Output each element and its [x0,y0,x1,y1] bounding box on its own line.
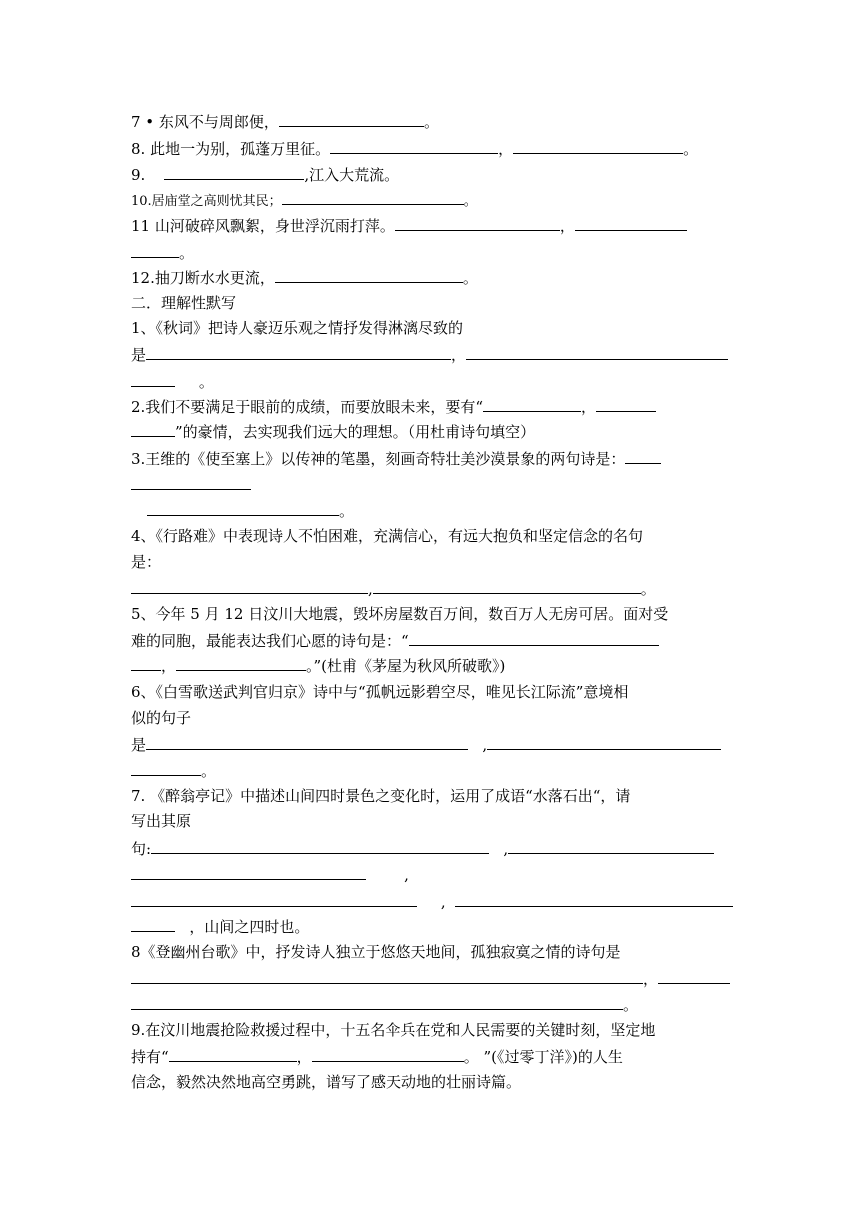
item4-blank-1[interactable] [131,578,368,594]
item6-blank-1[interactable] [146,734,468,750]
item6-blank-2b[interactable] [131,760,201,776]
q8-blank-2[interactable] [513,138,683,154]
item6-answer-cont: 。 [131,760,216,781]
item4-answer-line: , 。 [131,578,656,599]
item7-blank-2a[interactable] [508,838,714,854]
item1-blank-2b[interactable] [131,371,175,387]
q11-blank-2a[interactable] [575,215,687,231]
item7-blank-1[interactable] [151,838,489,854]
item5-blank-2[interactable] [176,655,306,671]
item2-blank-1[interactable] [483,396,581,412]
q10-blank[interactable] [282,191,464,205]
q12-blank[interactable] [275,267,463,283]
item8-answer-line: ， [131,968,730,989]
q12-text: 12.抽刀断水水更流， [131,269,275,287]
item3-line-cont2: 。 [147,500,354,521]
q9-blank[interactable] [164,164,304,180]
item8-answer-cont: 。 [131,994,638,1015]
item4-prompt: 4、《行路难》中表现诗人不怕困难，充满信心，有远大抱负和坚定信念的名句 [131,527,644,545]
item5-blank-1b[interactable] [131,655,161,671]
item6-answer-line: 是 , [131,734,721,755]
item1-blank-1[interactable] [146,344,451,360]
item4-blank-2[interactable] [373,578,641,594]
item1-answer-line: 是 ， [131,344,728,365]
q7-line: 7 • 东风不与周郎便， 。 [131,113,439,131]
item6-prompt-cont: 似的句子 [131,709,192,727]
q9-number: 9. [131,166,146,184]
item9-blank-2[interactable] [312,1046,464,1062]
item3-line: 3.王维的《使至塞上》以传神的笔墨，刻画奇特壮美沙漠景象的两句诗是： [131,448,661,469]
item7-blank-4a[interactable] [455,891,733,907]
q8-line: 8. 此地一为别，孤蓬万里征。 ， 。 [131,140,699,158]
item1-prompt: 1、《秋词》把诗人豪迈乐观之情抒发得淋漓尽致的 [131,319,464,337]
q10-line: 10.居庙堂之高则忧其民； 。 [131,191,477,212]
item2-line-cont: ”的豪情，去实现我们远大的理想。（用杜甫诗句填空） [131,421,535,442]
item1-blank-2a[interactable] [466,344,728,360]
q11-line: 11 山河破碎风飘絮，身世浮沉雨打萍。 ， [131,215,687,236]
item7-blank-4b[interactable] [131,916,175,932]
q9-line [131,164,399,185]
item7-answer-line-1: 句: , [131,838,714,859]
item2-blank-2a[interactable] [596,396,656,412]
item3-line-cont [131,474,251,495]
item2-blank-2b[interactable] [131,421,175,437]
item6-prompt: 6、《白雪歌送武判官归京》诗中与“孤帆远影碧空尽，唯见长江际流”意境相 [131,683,629,701]
item1-answer-cont: 。 [131,371,214,392]
item8-blank-1[interactable] [131,968,643,984]
item9-line: 持有“ ， 。 ”(《过零丁洋》)的人生 [131,1048,623,1066]
q11-line-cont: 。 [131,242,194,263]
item4-prompt-cont: 是： [131,553,162,571]
q7-text: 7 • 东风不与周郎便， [131,113,279,131]
item3-blank-1b[interactable] [131,474,251,490]
item2-line: 2.我们不要满足于眼前的成绩，而要放眼未来，要有“ ， [131,396,656,417]
item9-blank-1[interactable] [169,1046,297,1062]
item7-answer-line-4: ，山间之四时也。 [131,916,309,937]
item7-blank-3[interactable] [131,891,417,907]
item5-blank-1a[interactable] [409,630,659,646]
item3-blank-1a[interactable] [625,448,661,464]
q10-text: 10.居庙堂之高则忧其民； [131,194,282,209]
item7-blank-2b[interactable] [131,864,366,880]
q11-blank-1[interactable] [395,215,560,231]
item8-blank-2a[interactable] [658,968,730,984]
q8-text: 8. 此地一为别，孤蓬万里征。 [131,140,331,158]
q12-line: 12.抽刀断水水更流， 。 [131,269,478,287]
q11-text: 11 山河破碎风飘絮，身世浮沉雨打萍。 [131,217,395,235]
item7-prompt-cont: 写出其原 [131,812,192,830]
item8-prompt: 8《登幽州台歌》中，抒发诗人独立于悠悠天地间，孤独寂寞之情的诗句是 [131,943,621,961]
q9-text: ,江入大荒流。 [304,166,400,184]
q7-blank[interactable] [279,111,424,127]
item7-answer-line-2: , [131,864,409,885]
item7-answer-line-3: , [131,891,733,912]
item9-prompt-end: 信念，毅然决然地高空勇跳，谱写了感天动地的壮丽诗篇。 [131,1073,522,1091]
item3-blank-2[interactable] [147,500,339,516]
item5-line-cont: ， 。”(杜甫《茅屋为秋风所破歌》) [131,655,505,676]
item6-blank-2a[interactable] [487,734,721,750]
section-2-title: 二．理解性默写 [131,294,237,312]
q8-blank-1[interactable] [330,138,498,154]
item5-line: 难的同胞，最能表达我们心愿的诗句是：“ [131,630,659,651]
item7-prompt: 7. 《醉翁亭记》中描述山间四时景色之变化时，运用了成语“水落石出“，请 [131,787,631,805]
q11-blank-2b[interactable] [131,242,179,258]
item5-prompt: 5、今年 5 月 12 日汶川大地震，毁坏房屋数百万间，数百万人无房可居。面对受 [131,605,669,623]
item9-prompt: 9.在汶川地震抢险救援过程中，十五名伞兵在党和人民需要的关键时刻，坚定地 [131,1021,656,1039]
item8-blank-2b[interactable] [131,994,623,1010]
